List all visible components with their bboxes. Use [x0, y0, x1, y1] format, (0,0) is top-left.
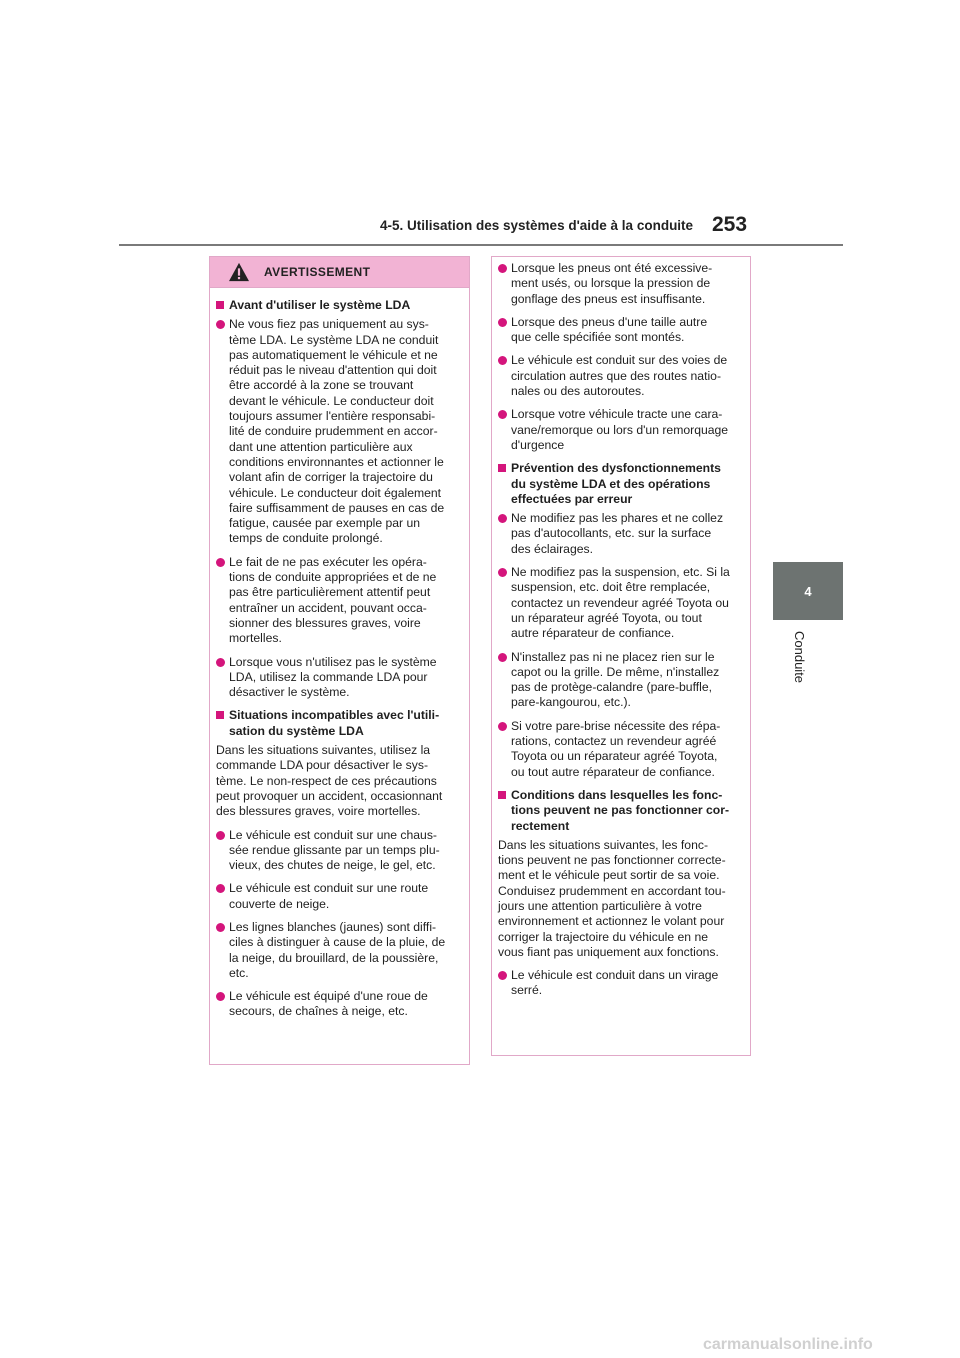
- bullet-item: Le véhicule est conduit sur une chaus- sée rendue glissante par un temps plu- vieux, des chutes de neige, le gel, etc.: [216, 828, 462, 874]
- right-column-content: [492, 257, 750, 999]
- section-title: 4-5. Utilisation des systèmes d'aide à la conduite: [380, 218, 694, 233]
- bullet-item: Si votre pare-brise nécessite des répa- rations, contactez un revendeur agréé Toyota ou un réparateur agréé Toyota, ou tout autre réparateur de confiance.: [498, 719, 743, 780]
- section-heading: Prévention des dysfonctionnements du système LDA et des opérations effectuées par erreur: [498, 461, 743, 507]
- bullet-item: Le fait de ne pas exécuter les opéra- tions de conduite appropriées et de ne pas être particulièrement attentif peut entraîner un accident, pouvant occa- sionner des blessures graves, voire mortelles.: [216, 555, 462, 647]
- section-heading: Situations incompatibles avec l'utili- sation du système LDA: [216, 708, 462, 739]
- left-column-content: [210, 288, 469, 1020]
- chapter-number: 4: [804, 583, 812, 599]
- bullet-item: N'installez pas ni ne placez rien sur le capot ou la grille. De même, n'installez pas de protège-calandre (pare-buffle, pare-kangourou, etc.).: [498, 650, 743, 711]
- watermark: carmanualsonline.info: [703, 1336, 873, 1353]
- paragraph: Dans les situations suivantes, utilisez la commande LDA pour désactiver le sys- tème. Le non-respect de ces précautions peut provoquer un accident, occasionnant des blessures graves, voire mortelles.: [216, 743, 443, 819]
- warning-box-left: [209, 256, 470, 1065]
- bullet-item: Lorsque vous n'utilisez pas le système LDA, utilisez la commande LDA pour désactiver le système.: [216, 655, 462, 701]
- bullet-item: Lorsque votre véhicule tracte une cara- vane/remorque ou lors d'un remorquage d'urgence: [498, 407, 743, 453]
- header-divider: [119, 244, 843, 246]
- bullet-item: Les lignes blanches (jaunes) sont diffi- ciles à distinguer à cause de la pluie, de la neige, du brouillard, de la poussière, etc.: [216, 920, 462, 981]
- bullet-item: Le véhicule est conduit sur des voies de circulation autres que des routes natio- nales ou des autoroutes.: [498, 353, 743, 399]
- bullet-item: Le véhicule est conduit dans un virage serré.: [498, 968, 743, 999]
- page-number: 253: [712, 213, 748, 236]
- bullet-item: Ne modifiez pas la suspension, etc. Si la suspension, etc. doit être remplacée, contactez un revendeur agréé Toyota ou un réparateur agréé Toyota, ou tout autre réparateur de confiance.: [498, 565, 743, 641]
- warning-header: [210, 257, 469, 288]
- warning-box-right: [491, 256, 751, 1056]
- bullet-item: Lorsque les pneus ont été excessive- ment usés, ou lorsque la pression de gonflage des pneus est insuffisante.: [498, 261, 743, 307]
- section-heading: Avant d'utiliser le système LDA: [216, 298, 462, 313]
- chapter-label: Conduite: [792, 631, 807, 684]
- chapter-tab[interactable]: [773, 562, 843, 620]
- bullet-item: Le véhicule est conduit sur une route couverte de neige.: [216, 881, 462, 912]
- warning-triangle-icon: [228, 262, 250, 282]
- bullet-item: Ne modifiez pas les phares et ne collez pas d'autocollants, etc. sur la surface des éclairages.: [498, 511, 743, 557]
- bullet-item: Le véhicule est équipé d'une roue de secours, de chaînes à neige, etc.: [216, 989, 462, 1020]
- bullet-item: Ne vous fiez pas uniquement au sys- tème LDA. Le système LDA ne conduit pas automatiquement le véhicule et ne réduit pas le niveau d'attention qui doit être accordé à la zone se trouvant devant le véhicule. Le conducteur doit toujours assumer l'entière responsabi- lité de conduire prudemment en accor- dant une attention particulière aux conditions environnantes et actionner le volant afin de corriger la trajectoire du véhicule. Le conducteur doit également faire suffisamment de pauses en cas de fatigue, causée par exemple par un temps de conduite prolongé.: [216, 317, 462, 546]
- section-heading: Conditions dans lesquelles les fonc- tions peuvent ne pas fonctionner cor- rectement: [498, 788, 743, 834]
- bullet-item: Lorsque des pneus d'une taille autre que celle spécifiée sont montés.: [498, 315, 743, 346]
- paragraph: Dans les situations suivantes, les fonc- tions peuvent ne pas fonctionner correcte- ment et le véhicule peut sortir de sa voie. Conduisez prudemment en accordant tou- jours une attention particulière à votre environnement et actionnez le volant pour corriger la trajectoire du véhicule en ne vous fiant pas uniquement aux fonctions.: [498, 837, 726, 959]
- warning-title: AVERTISSEMENT: [264, 265, 371, 279]
